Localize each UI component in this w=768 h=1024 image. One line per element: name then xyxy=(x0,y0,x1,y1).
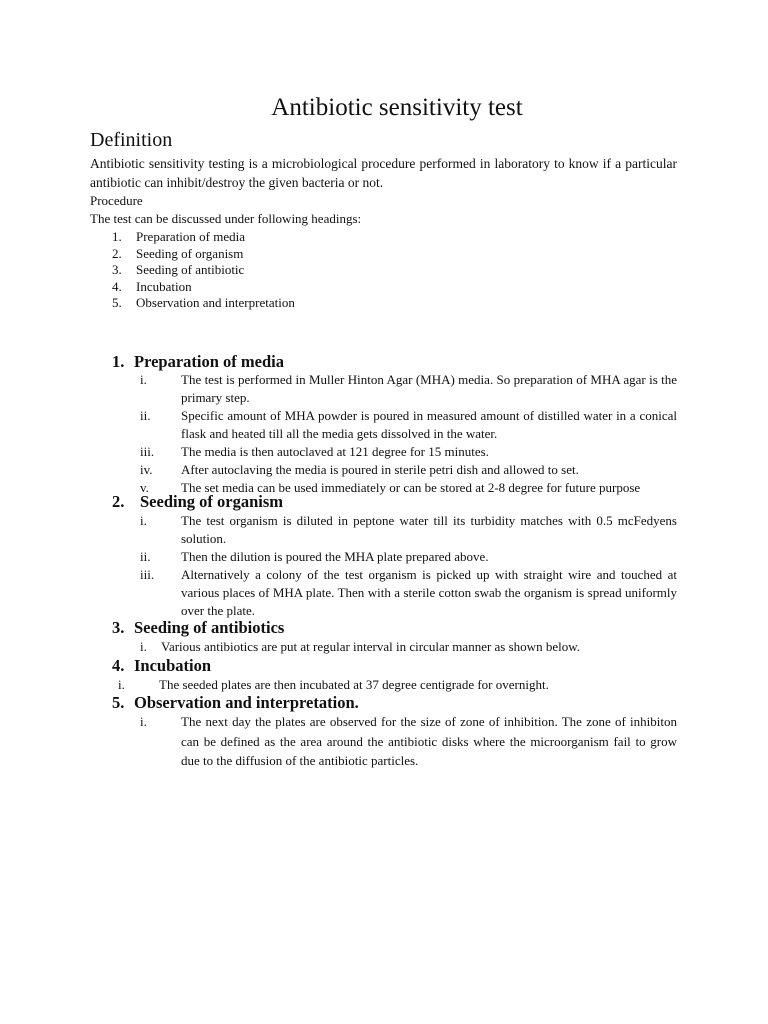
definition-text: Antibiotic sensitivity testing is a microbiological procedure performed in laboratory to know if a particular antibiotic can inhibit/destroy the given bacteria or not. xyxy=(90,156,677,190)
list-item-number: ii. xyxy=(140,408,151,423)
list-item xyxy=(140,712,677,771)
list-item xyxy=(0,229,295,246)
section-title: Seeding of antibiotics xyxy=(134,618,285,637)
list-item xyxy=(140,638,677,656)
list-item-text: The media is then autoclaved at 121 degree for 15 minutes. xyxy=(181,444,489,459)
list-item-number: 5. xyxy=(112,295,122,310)
list-item-number: 2. xyxy=(112,245,122,261)
section-items-list xyxy=(118,676,677,694)
list-item-number: 3. xyxy=(112,262,122,277)
section-heading xyxy=(112,656,211,676)
list-item-number: i. xyxy=(140,714,147,729)
list-item xyxy=(140,407,677,443)
list-item-number: iii. xyxy=(140,567,155,582)
section-heading xyxy=(112,618,284,638)
procedure-headings-list xyxy=(0,229,295,312)
section-title: Observation and interpretation. xyxy=(134,693,359,712)
list-item xyxy=(0,295,295,312)
section-number: 5. xyxy=(112,693,125,712)
procedure-label: Procedure xyxy=(90,193,143,208)
section-title: Seeding of organism xyxy=(140,492,284,511)
section-title: Preparation of media xyxy=(134,352,285,371)
section-items-list xyxy=(140,371,677,497)
section-heading xyxy=(112,693,359,713)
list-item-text: The seeded plates are then incubated at 37 degree centigrade for overnight. xyxy=(159,677,549,692)
list-item-number: 4. xyxy=(112,278,122,294)
list-item-text: After autoclaving the media is poured in sterile petri dish and allowed to set. xyxy=(181,462,579,477)
list-item xyxy=(140,371,677,407)
list-item-text: Preparation of media xyxy=(136,229,246,244)
list-item-text: Incubation xyxy=(136,278,192,294)
page-title: Antibiotic sensitivity test xyxy=(271,94,523,121)
list-item-number: i. xyxy=(140,513,147,528)
list-item xyxy=(0,279,295,296)
section-title: Incubation xyxy=(134,656,212,675)
list-item-number: v. xyxy=(140,480,149,495)
list-item-text: Various antibiotics are put at regular interval in circular manner as shown below. xyxy=(161,639,580,654)
list-item-text: Seeding of organism xyxy=(136,245,244,261)
list-item xyxy=(140,461,677,479)
list-item-text: The test is performed in Muller Hinton Agar (MHA) media. So preparation of MHA agar is the primary step. xyxy=(181,372,677,405)
section-heading xyxy=(112,492,283,512)
list-item xyxy=(140,512,677,548)
list-item xyxy=(140,566,677,620)
section-items-list xyxy=(140,512,677,620)
list-item-text: The test organism is diluted in peptone water till its turbidity matches with 0.5 mcFedyens solution. xyxy=(181,513,677,546)
section-number: 1. xyxy=(112,352,125,371)
list-item-text: Seeding of antibiotic xyxy=(136,262,245,277)
list-item-text: The next day the plates are observed for the size of zone of inhibition. The zone of inhibiton can be defined as the area around the antibiotic disks where the microorganism fail to grow due to the diffusion of the antibiotic particles. xyxy=(181,714,677,768)
list-item-number: iii. xyxy=(140,444,155,459)
list-item-number: iv. xyxy=(140,462,153,477)
list-item xyxy=(140,548,677,566)
section-items-list xyxy=(140,638,677,656)
list-item xyxy=(140,443,677,461)
list-item-number: ii. xyxy=(140,549,151,564)
definition-heading: Definition xyxy=(90,129,173,151)
list-item-number: 1. xyxy=(112,229,122,244)
list-item-text: Specific amount of MHA powder is poured in measured amount of distilled water in a conical flask and heated till all the media gets dissolved in the water. xyxy=(181,408,677,441)
list-item xyxy=(118,676,677,694)
section-number: 4. xyxy=(112,656,125,675)
list-item xyxy=(0,246,295,263)
list-item-text: Then the dilution is poured the MHA plate prepared above. xyxy=(181,549,489,564)
procedure-intro: The test can be discussed under following headings: xyxy=(90,211,362,226)
list-item-text: The set media can be used immediately or can be stored at 2-8 degree for future purpose xyxy=(181,480,641,495)
section-number: 2. xyxy=(112,492,125,511)
list-item-number: i. xyxy=(140,372,147,387)
section-heading xyxy=(112,352,284,372)
list-item-number: i. xyxy=(140,639,147,654)
list-item-number: i. xyxy=(118,677,125,692)
list-item-text: Alternatively a colony of the test organism is picked up with straight wire and touched at various places of MHA plate. Then with a sterile cotton swab the organism is spread uniformly over the plate. xyxy=(181,567,677,618)
section-number: 3. xyxy=(112,618,125,637)
list-item xyxy=(0,262,295,279)
section-items-list xyxy=(140,712,677,771)
list-item-text: Observation and interpretation xyxy=(136,295,295,310)
